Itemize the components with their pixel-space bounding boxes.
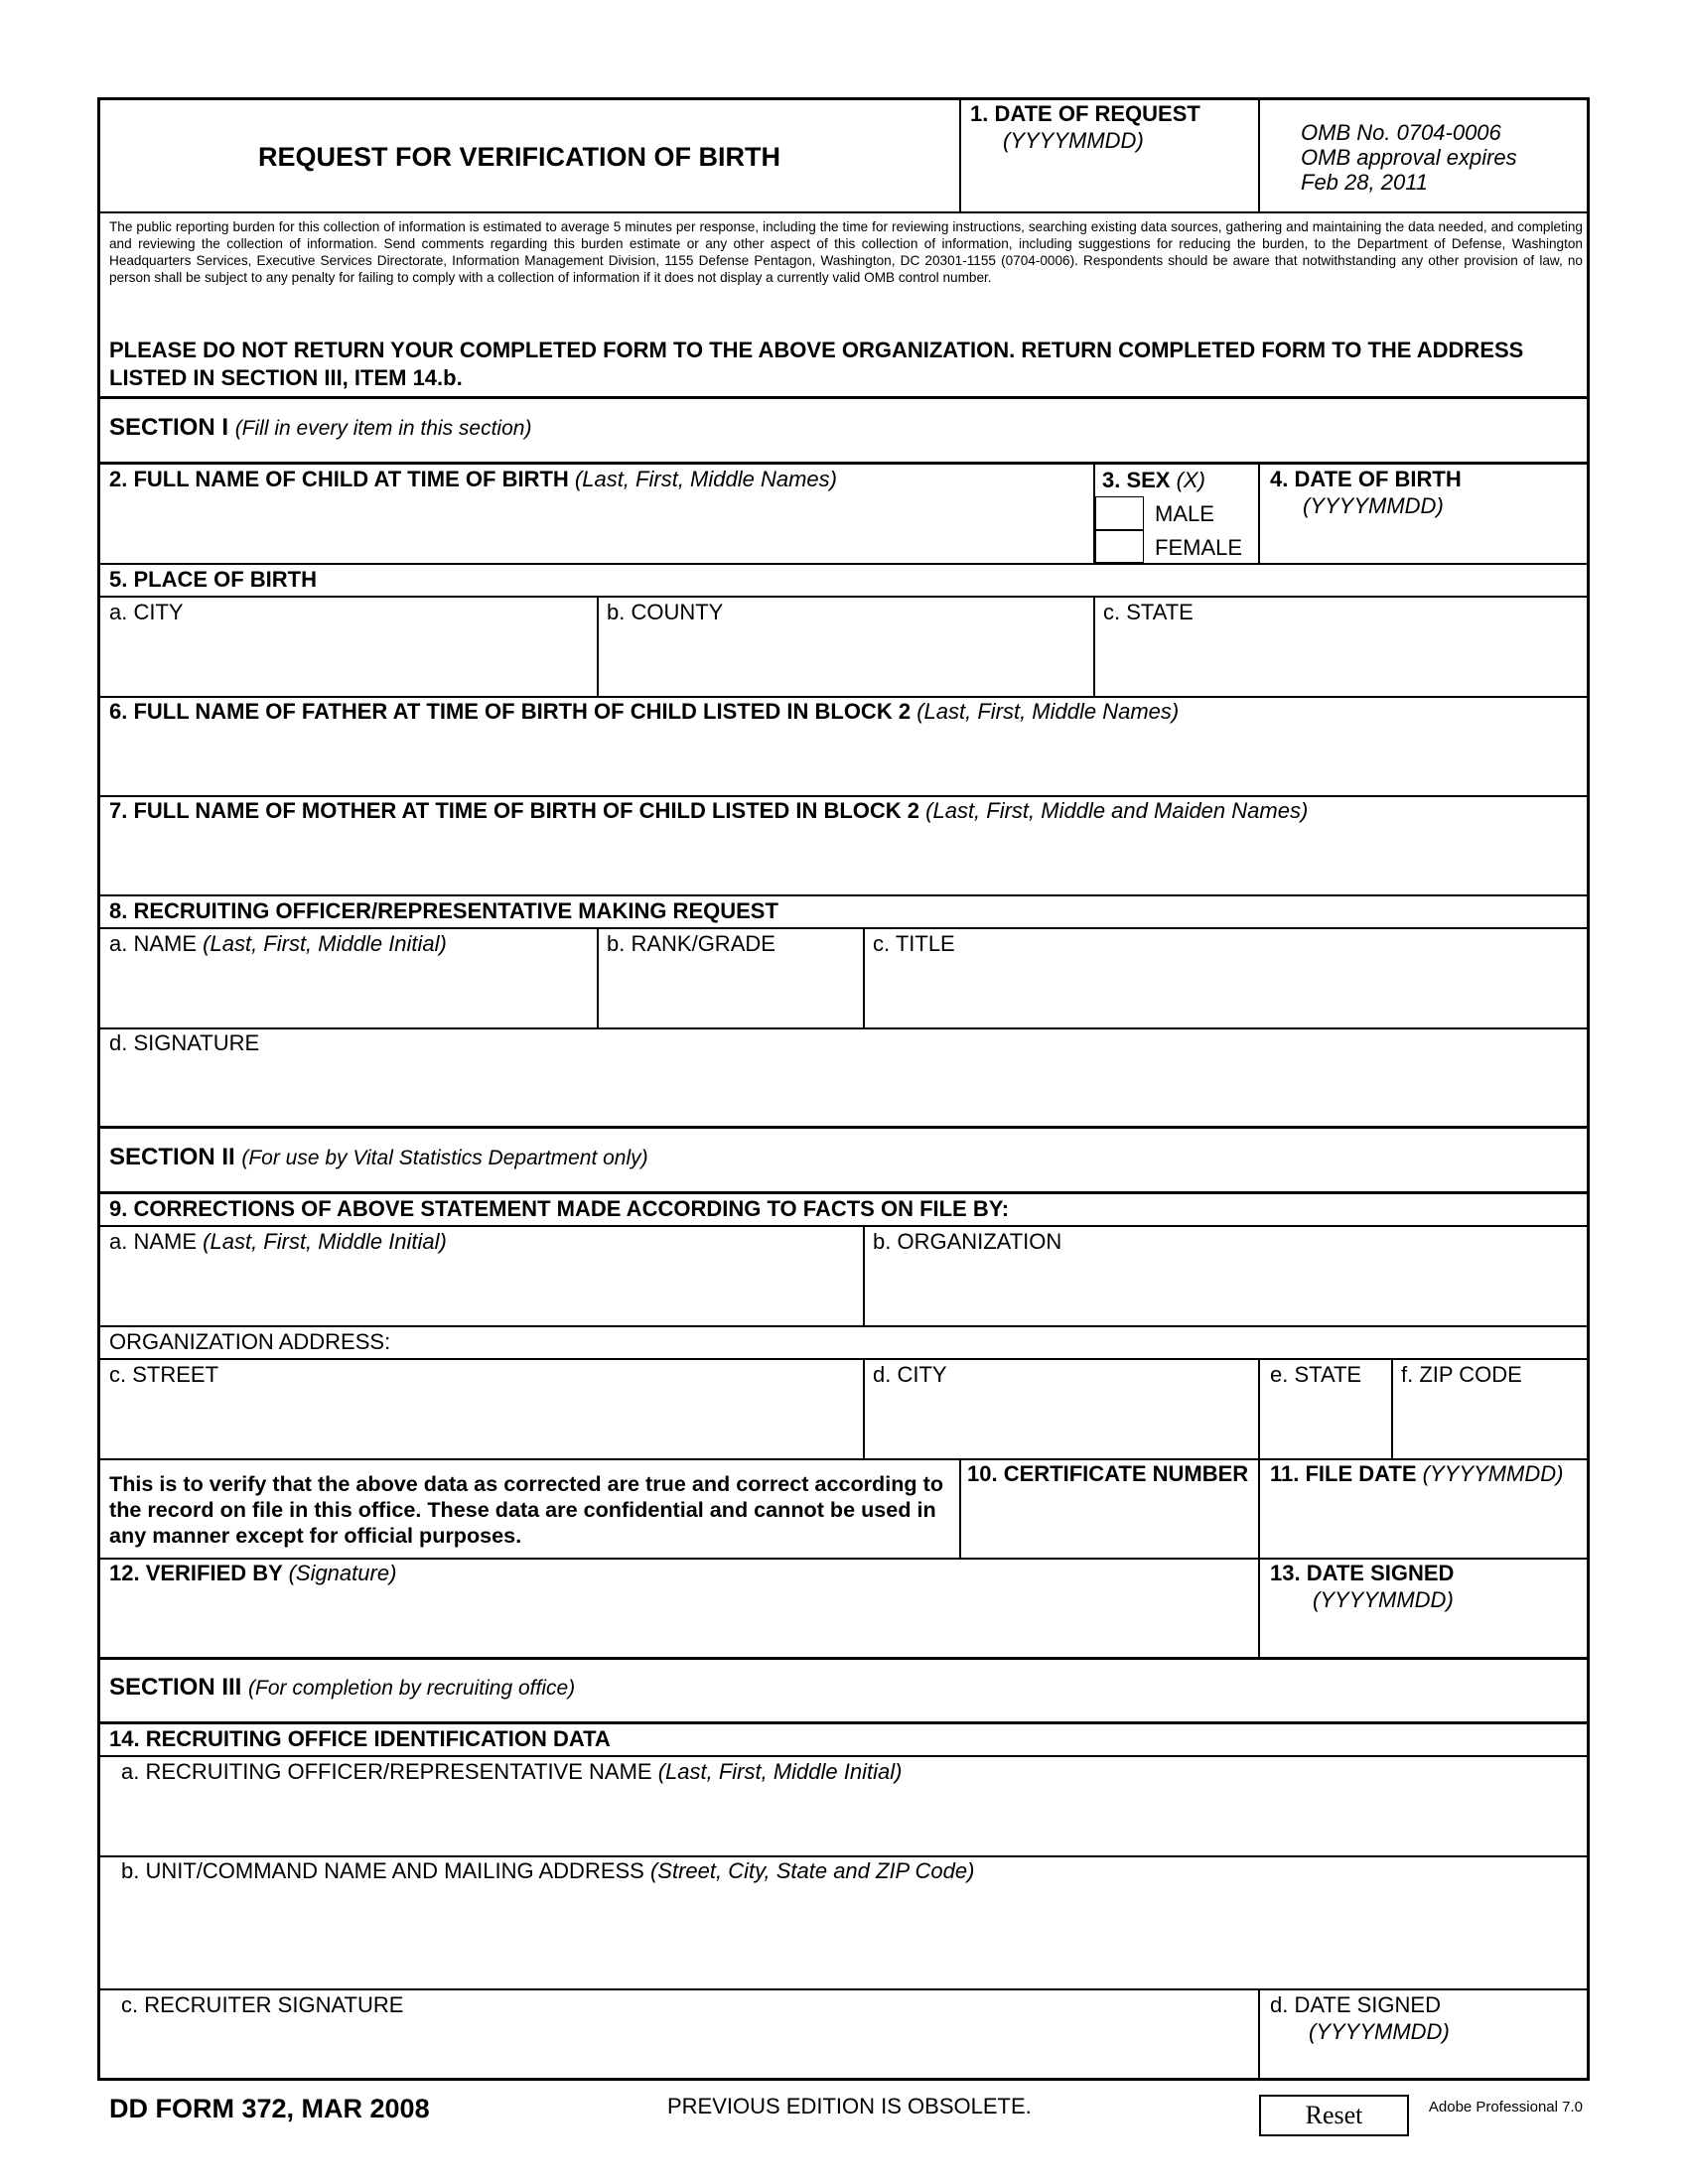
recruiting-officer-label: 8. RECRUITING OFFICER/REPRESENTATIVE MAKING REQUEST [109, 898, 778, 923]
birth-state-field[interactable] [1097, 627, 1587, 693]
mailing-address-note: (Street, City, State and ZIP Code) [649, 1858, 975, 1883]
divider [98, 1027, 1590, 1029]
divider [863, 928, 865, 1027]
divider [98, 1558, 1590, 1560]
male-label: MALE [1155, 501, 1214, 526]
title-label: c. TITLE [873, 931, 955, 956]
recruiter-name-field[interactable] [103, 1787, 1587, 1852]
edition-note: PREVIOUS EDITION IS OBSOLETE. [667, 2094, 1032, 2118]
section-1-heading: SECTION I [109, 414, 229, 441]
street-field[interactable] [103, 1390, 860, 1455]
omb-date: Feb 28, 2011 [1301, 170, 1429, 195]
date-signed-field[interactable] [1262, 1615, 1587, 1655]
mailing-address-text: b. UNIT/COMMAND NAME AND MAILING ADDRESS [121, 1858, 644, 1883]
certificate-number-label: 10. CERTIFICATE NUMBER [967, 1461, 1249, 1486]
verified-by-text: 12. VERIFIED BY [109, 1561, 283, 1585]
corrector-name-note: (Last, First, Middle Initial) [203, 1229, 447, 1254]
divider [1093, 597, 1095, 696]
female-checkbox[interactable] [1095, 530, 1144, 563]
file-date-text: 11. FILE DATE [1270, 1461, 1417, 1486]
divider [98, 396, 1590, 399]
state-label: c. STATE [1103, 600, 1194, 624]
date-of-birth-field[interactable] [1263, 521, 1587, 561]
divider [98, 927, 1590, 929]
divider [1258, 1559, 1260, 1658]
omb-number: OMB No. 0704-0006 [1301, 120, 1501, 145]
organization-label: b. ORGANIZATION [873, 1229, 1062, 1254]
date-signed-label: 13. DATE SIGNED [1270, 1561, 1455, 1585]
child-name-text: 2. FULL NAME OF CHILD AT TIME OF BIRTH [109, 467, 569, 491]
org-address-label: ORGANIZATION ADDRESS: [109, 1329, 391, 1354]
birth-city-field[interactable] [103, 627, 594, 693]
software-note: Adobe Professional 7.0 [1428, 2099, 1583, 2116]
verified-by-label [109, 1561, 396, 1586]
date-of-request-field[interactable] [963, 155, 1255, 208]
recruiter-signature-field[interactable] [103, 2021, 1255, 2079]
sex-note: (X) [1176, 468, 1205, 492]
divider [1258, 1989, 1260, 2081]
divider [959, 98, 961, 212]
mother-name-label [109, 798, 1308, 824]
signature-label: d. SIGNATURE [109, 1030, 260, 1055]
burden-statement: The public reporting burden for this collection of information is estimated to average 5 minutes per response, including the time for reviewing instructions, searching existing data sources, gathering and maintaining the data needed, and completing and reviewing the collection of information. Send comments regarding this burden estimate or any other aspect of this collection of information, including suggestions for reducing the burden, to the Department of Defense, Washington Headquarters Services, Executive Services Directorate, Information Management Division, 1155 Defense Pentagon, Washington, DC 20301-1155 (0704-0006). Respondents should be aware that notwithstanding any other provision of law, no person shall be subject to any penalty for failing to comply with a collection of information if it does not display a currently valid OMB control number. [109, 219, 1583, 285]
rank-grade-label: b. RANK/GRADE [607, 931, 775, 956]
date-of-birth-format: (YYYYMMDD) [1303, 493, 1444, 518]
return-warning: PLEASE DO NOT RETURN YOUR COMPLETED FORM TO THE ABOVE ORGANIZATION. RETURN COMPLETED FORM TO THE ADDRESS LISTED IN SECTION III, ITEM 14.b. [109, 338, 1524, 390]
corrector-name-field[interactable] [103, 1257, 860, 1322]
section-2-note: (For use by Vital Statistics Department only) [241, 1147, 648, 1169]
section-3-note: (For completion by recruiting office) [248, 1677, 576, 1700]
section-1-note: (Fill in every item in this section) [234, 417, 532, 440]
zip-code-label: f. ZIP CODE [1401, 1362, 1522, 1387]
omb-expires: OMB approval expires [1301, 145, 1517, 170]
officer-name-note: (Last, First, Middle Initial) [203, 931, 447, 956]
divider [98, 1755, 1590, 1757]
divider [98, 1325, 1590, 1327]
divider [98, 563, 1590, 565]
divider [1258, 98, 1260, 212]
divider [863, 1359, 865, 1458]
org-city-field[interactable] [867, 1390, 1255, 1455]
officer-name-label [109, 931, 447, 957]
father-name-text: 6. FULL NAME OF FATHER AT TIME OF BIRTH OF CHILD LISTED IN BLOCK 2 [109, 699, 912, 724]
father-name-note: (Last, First, Middle Names) [916, 699, 1180, 724]
divider [1391, 1359, 1393, 1458]
officer-name-field[interactable] [103, 959, 594, 1024]
officer-name-text: a. NAME [109, 931, 198, 956]
section-2-title [109, 1144, 648, 1172]
recruiter-date-label: d. DATE SIGNED [1270, 1992, 1441, 2017]
divider [597, 597, 599, 696]
section-2-heading: SECTION II [109, 1144, 235, 1170]
recruiting-office-label: 14. RECRUITING OFFICE IDENTIFICATION DATA [109, 1726, 611, 1751]
date-of-birth-label: 4. DATE OF BIRTH [1270, 467, 1462, 491]
recruiter-signature-label: c. RECRUITER SIGNATURE [121, 1992, 404, 2017]
male-checkbox[interactable] [1095, 496, 1144, 530]
city-label: a. CITY [109, 600, 184, 624]
divider [98, 211, 1590, 213]
female-label: FEMALE [1155, 535, 1243, 560]
recruiter-date-format: (YYYYMMDD) [1309, 2019, 1450, 2044]
divider [98, 1191, 1590, 1194]
divider [98, 1855, 1590, 1857]
mother-name-note: (Last, First, Middle and Maiden Names) [925, 798, 1309, 823]
divider [98, 1225, 1590, 1227]
divider [98, 894, 1590, 896]
divider [98, 696, 1590, 698]
verified-by-note: (Signature) [288, 1561, 397, 1585]
title-field[interactable] [867, 959, 1587, 1024]
section-3-heading: SECTION III [109, 1674, 242, 1701]
divider [98, 1126, 1590, 1129]
recruiter-name-text: a. RECRUITING OFFICER/REPRESENTATIVE NAME [121, 1759, 652, 1784]
divider [597, 928, 599, 1027]
org-city-label: d. CITY [873, 1362, 947, 1387]
rank-grade-field[interactable] [601, 959, 861, 1024]
section-1-title [109, 414, 531, 443]
date-signed-format: (YYYYMMDD) [1313, 1587, 1454, 1612]
corrections-label: 9. CORRECTIONS OF ABOVE STATEMENT MADE ACCORDING TO FACTS ON FILE BY: [109, 1196, 1010, 1221]
recruiter-name-label [121, 1759, 902, 1785]
divider [98, 1988, 1590, 1990]
date-of-request-label: 1. DATE OF REQUEST [970, 101, 1200, 126]
form-title: REQUEST FOR VERIFICATION OF BIRTH [258, 142, 780, 172]
date-of-request-format: (YYYYMMDD) [1003, 128, 1144, 153]
corrector-name-text: a. NAME [109, 1229, 198, 1254]
birth-county-field[interactable] [601, 627, 1091, 693]
section-3-title [109, 1674, 575, 1703]
divider [959, 1459, 961, 1559]
verified-by-field[interactable] [103, 1590, 1255, 1654]
place-of-birth-label: 5. PLACE OF BIRTH [109, 567, 318, 592]
file-date-label [1270, 1461, 1563, 1487]
divider [863, 1226, 865, 1325]
file-date-field[interactable] [1262, 1491, 1587, 1555]
verification-statement: This is to verify that the above data as corrected are true and correct according to the record on file in this office. These data are confidential and cannot be used in any manner except for official purposes. [109, 1471, 944, 1548]
org-state-label: e. STATE [1270, 1362, 1362, 1387]
divider [98, 1721, 1590, 1724]
certificate-number-field[interactable] [963, 1491, 1255, 1555]
form-identifier: DD FORM 372, MAR 2008 [109, 2094, 430, 2123]
divider [1258, 1459, 1260, 1559]
county-label: b. COUNTY [607, 600, 724, 624]
child-name-note: (Last, First, Middle Names) [574, 467, 837, 491]
file-date-format: (YYYYMMDD) [1422, 1461, 1564, 1486]
father-name-label [109, 699, 1179, 725]
mother-name-field[interactable] [103, 826, 1587, 891]
divider [98, 462, 1590, 465]
mailing-address-field[interactable] [103, 1886, 1587, 1985]
divider [1258, 464, 1260, 563]
corrector-name-label [109, 1229, 447, 1255]
street-label: c. STREET [109, 1362, 219, 1387]
zip-code-field[interactable] [1395, 1390, 1587, 1455]
divider [98, 795, 1590, 797]
signature-field[interactable] [103, 1058, 1587, 1124]
reset-button[interactable]: Reset [1259, 2095, 1409, 2136]
sex-label [1102, 468, 1205, 493]
child-name-field[interactable] [103, 494, 1089, 560]
sex-text: 3. SEX [1102, 468, 1171, 492]
divider [98, 1657, 1590, 1660]
organization-field[interactable] [867, 1257, 1587, 1322]
divider [1258, 1359, 1260, 1458]
child-name-label [109, 467, 837, 492]
divider [98, 1458, 1590, 1460]
father-name-field[interactable] [103, 727, 1587, 792]
divider [98, 596, 1590, 598]
recruiter-date-field[interactable] [1262, 2047, 1587, 2079]
recruiter-name-note: (Last, First, Middle Initial) [657, 1759, 903, 1784]
mailing-address-label [121, 1858, 974, 1884]
divider [98, 1358, 1590, 1360]
mother-name-text: 7. FULL NAME OF MOTHER AT TIME OF BIRTH OF CHILD LISTED IN BLOCK 2 [109, 798, 920, 823]
org-state-field[interactable] [1262, 1390, 1388, 1455]
